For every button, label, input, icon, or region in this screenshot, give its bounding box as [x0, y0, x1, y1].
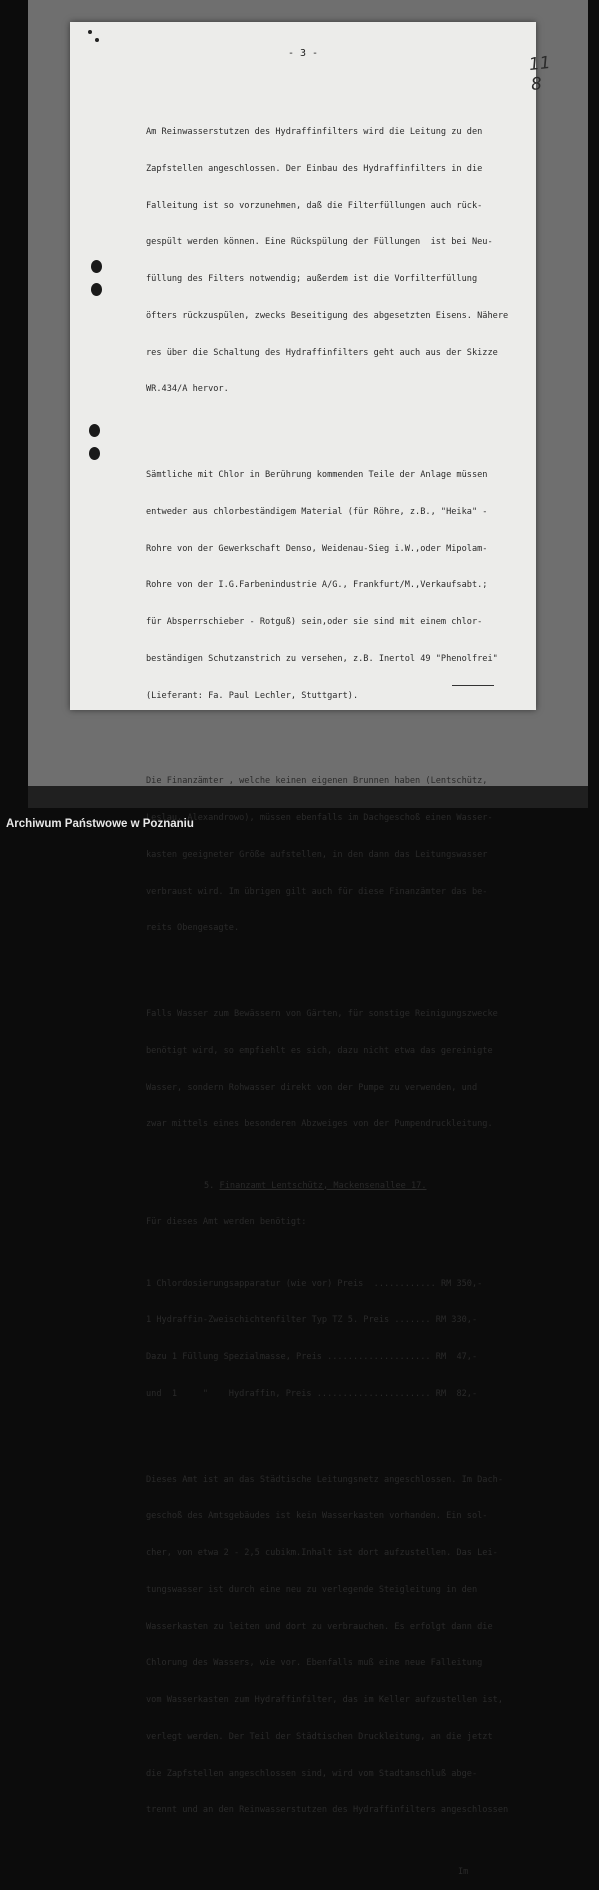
text-line: entweder aus chlorbeständigem Material (für Röhre, z.B., "Heika" - [146, 506, 488, 517]
paragraph-2 [146, 445, 538, 727]
film-strip [28, 786, 588, 808]
list-item [146, 1314, 538, 1326]
text-line: Sämtliche mit Chlor in Berührung kommenden Teile der Anlage müssen [146, 470, 488, 480]
text-line: Falleitung ist so vorzunehmen, daß die Filterfüllungen auch rück- [146, 200, 483, 211]
text-line: füllung des Filters notwendig; außerdem ist die Vorfilterfüllung [146, 274, 478, 284]
text-line: trennt und an den Reinwasserstutzen des Hydraffinfilters angeschlossen [146, 1805, 509, 1816]
punch-hole [91, 283, 102, 296]
item-price: RM 47,- [435, 1352, 478, 1362]
section-intro: Für dieses Amt werden benötigt: [146, 1217, 307, 1228]
text-line: Falls Wasser zum Bewässern von Gärten, für sonstige Reinigungszwecke [146, 1009, 498, 1019]
item-list [146, 1253, 538, 1425]
paragraph-3 [146, 751, 538, 959]
text-line: zwar mittels eines besonderen Abzweiges von der Pumpendruckleitung. [146, 1119, 493, 1130]
text-line: (Lieferant: Fa. Paul Lechler, Stuttgart). [146, 690, 359, 701]
text-line: für Absperrschieber - Rotguß) sein,oder sie sind mit einem chlor- [146, 617, 483, 627]
continuation-underline [452, 685, 494, 686]
punch-hole [89, 424, 100, 437]
item-price: RM 82,- [435, 1388, 478, 1399]
stain-mark [88, 30, 92, 34]
text-line: vom Wasserkasten zum Hydraffinfilter, das im Keller aufzustellen ist, [146, 1695, 503, 1705]
section-title: Finanzamt Lentschütz, Mackensenallee 17. [219, 1180, 427, 1191]
text-line: Wasser, sondern Rohwasser direkt von der Pumpe zu verwenden, und [146, 1082, 478, 1093]
section-number: 5. [204, 1180, 215, 1191]
text-line: Wasserkasten zu leiten und dort zu verbrauchen. Es erfolgt dann die [146, 1621, 493, 1632]
text-line: geschoß des Amtsgebäudes ist kein Wasserkasten vorhanden. Ein sol- [146, 1511, 488, 1522]
text-line: WR.434/A hervor. [146, 384, 229, 395]
text-line: tungswasser ist durch eine neu zu verlegende Steigleitung in den [146, 1584, 478, 1595]
text-line: cher, von etwa 2 - 2,5 cubikm.Inhalt ist dort aufzustellen. Das Lei- [146, 1548, 498, 1558]
paragraph-5 [146, 1449, 538, 1841]
text-line: verlegt werden. Der Teil der Städtischen Druckleitung, an die jetzt [146, 1731, 493, 1742]
list-item [146, 1388, 538, 1400]
page-number: - 3 - [287, 48, 319, 59]
text-line: res über die Schaltung des Hydraffinfilters geht auch aus der Skizze [146, 347, 498, 358]
list-item [146, 1351, 538, 1363]
punch-hole [89, 447, 100, 460]
text-line: reits Obengesagte. [146, 923, 240, 934]
folio-mark: 11 8 [527, 52, 552, 96]
section-heading [146, 1180, 538, 1192]
text-line: Leslau, Alexandrowo), müssen ebenfalls im Dachgeschoß einen Wasser- [146, 813, 493, 823]
text-line: Chlorung des Wassers, wie vor. Ebenfalls muß eine neue Falleitung [146, 1658, 483, 1669]
text-line: gespült werden können. Eine Rückspülung der Füllungen ist bei Neu- [146, 237, 493, 248]
text-line: Dieses Amt ist an das Städtische Leitungsnetz angeschlossen. Im Dach- [146, 1474, 503, 1485]
item-text: und 1 " Hydraffin, Preis ...................... [146, 1388, 431, 1399]
item-text: 1 Hydraffin-Zweischichtenfilter Typ TZ 5. Preis ....... [146, 1315, 431, 1326]
punch-hole [91, 260, 102, 273]
item-price: RM 350,- [440, 1278, 483, 1289]
text-line: Rohre von der Gewerkschaft Denso, Weidenau-Sieg i.W.,oder Mipolam- [146, 543, 488, 554]
text-line: die Zapfstellen angeschlossen sind, wird vom Stadtanschluß abge- [146, 1768, 478, 1779]
item-price: RM 330,- [435, 1315, 478, 1326]
list-item [146, 1278, 538, 1290]
text-line: Die Finanzämter , welche keinen eigenen Brunnen haben (Lentschütz, [146, 776, 488, 787]
paragraph-4 [146, 984, 538, 1156]
stain-mark [95, 38, 99, 42]
text-line: Rohre von der I.G.Farbenindustrie A/G., Frankfurt/M.,Verkaufsabt.; [146, 580, 488, 591]
text-line: Zapfstellen angeschlossen. Der Einbau des Hydraffinfilters in die [146, 163, 483, 174]
item-text: 1 Chlordosierungsapparatur (wie vor) Preis ............ [146, 1278, 436, 1289]
text-line: kasten geeigneter Größe aufstellen, in den dann das Leitungswasser [146, 849, 488, 860]
item-text: Dazu 1 Füllung Spezialmasse, Preis .................... [146, 1352, 431, 1362]
text-line: beständigen Schutzanstrich zu versehen, z.B. Inertol 49 "Phenolfrei" [146, 653, 498, 664]
text-line: öfters rückzuspülen, zwecks Beseitigung des abgesetzten Eisens. Nähere [146, 310, 509, 321]
continuation-word: Im [458, 1866, 469, 1877]
text-line: Am Reinwasserstutzen des Hydraffinfilters wird die Leitung zu den [146, 127, 483, 137]
text-line: benötigt wird, so empfiehlt es sich, dazu nicht etwa das gereinigte [146, 1045, 493, 1056]
text-line: verbraust wird. Im übrigen gilt auch für diese Finanzämter das be- [146, 886, 488, 897]
document-body [146, 77, 538, 1890]
paragraph-1 [146, 102, 538, 421]
archive-caption: Archiwum Państwowe w Poznaniu [6, 818, 194, 830]
